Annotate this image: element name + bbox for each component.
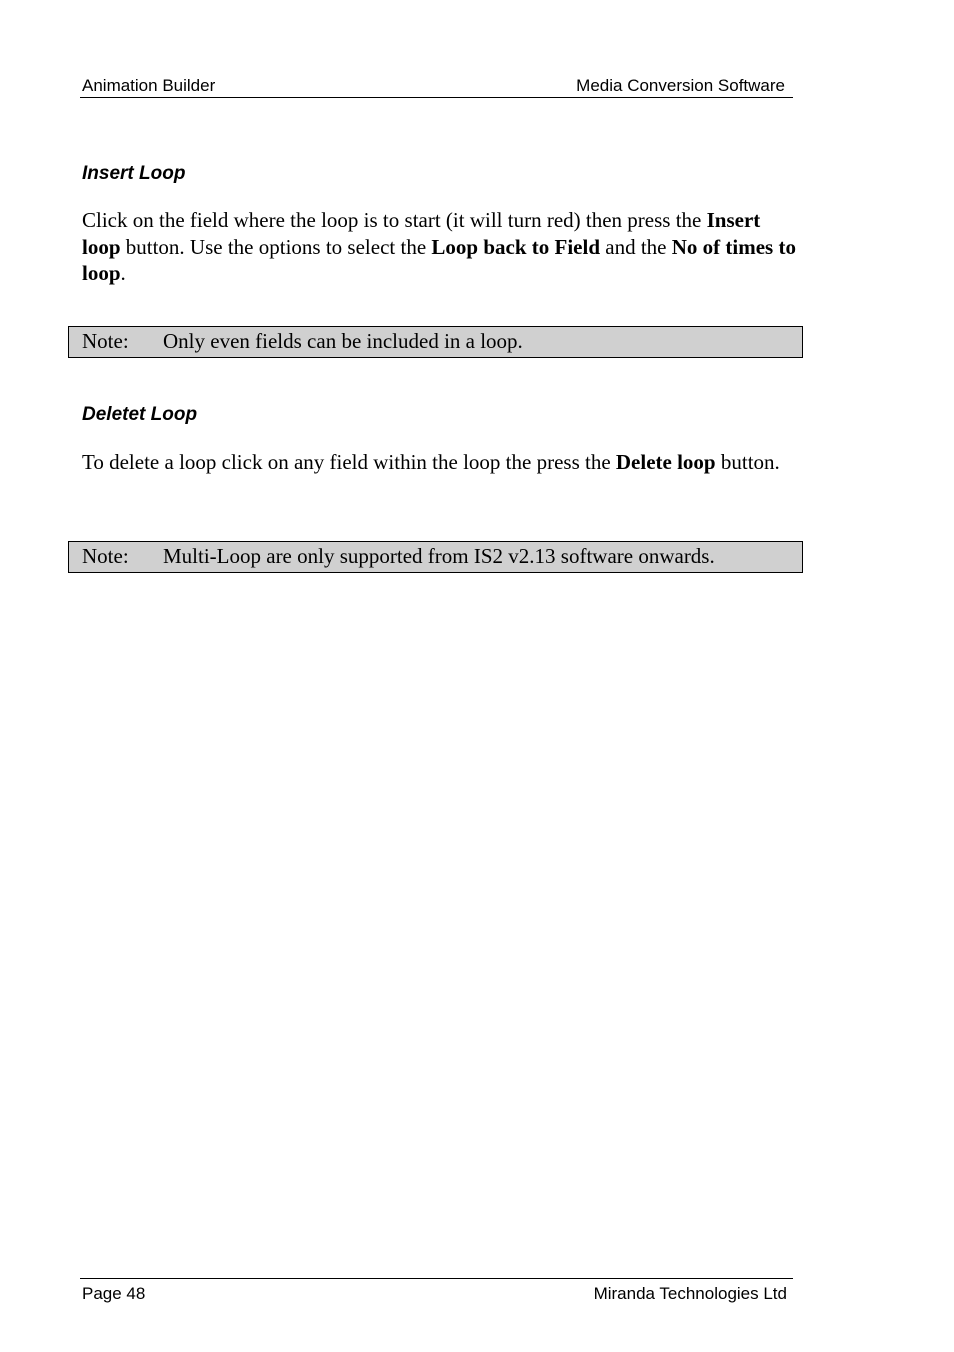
loop-back-to-field-term: Loop back to Field [431, 234, 600, 259]
note-text: Only even fields can be included in a loop. [163, 329, 523, 353]
page-footer [80, 1278, 793, 1309]
insert-loop-heading: Insert Loop [82, 163, 186, 184]
insert-loop-term: Insert loop [82, 208, 761, 259]
note-box [68, 326, 803, 358]
delete-loop-paragraph [82, 449, 797, 476]
delete-loop-term: Delete loop [615, 450, 716, 474]
text-run: To delete a loop click on any field within the loop the press the [82, 450, 616, 474]
insert-loop-paragraph [82, 207, 797, 287]
no-of-times-to-loop-term: No of times to loop [82, 234, 796, 285]
note-label: Note: [82, 544, 129, 568]
header-title: Animation Builder [82, 76, 216, 95]
text-run: Click on the field where the loop is to start (it will turn red) then press the [82, 208, 707, 232]
text-run: button. Use the options to select the [120, 234, 432, 259]
note-text: Multi-Loop are only supported from IS2 v2.13 software onwards. [163, 544, 715, 568]
note-box [68, 541, 803, 573]
delete-loop-heading: Deletet Loop [82, 404, 198, 425]
page-header [80, 74, 793, 98]
text-run: and the [600, 234, 672, 259]
footer-company: Miranda Technologies Ltd [593, 1284, 787, 1303]
header-subtitle: Media Conversion Software [576, 76, 785, 95]
text-run: button. [715, 450, 780, 474]
note-label: Note: [82, 329, 129, 353]
page-number: Page 48 [82, 1284, 146, 1303]
text-run: . [120, 261, 126, 285]
